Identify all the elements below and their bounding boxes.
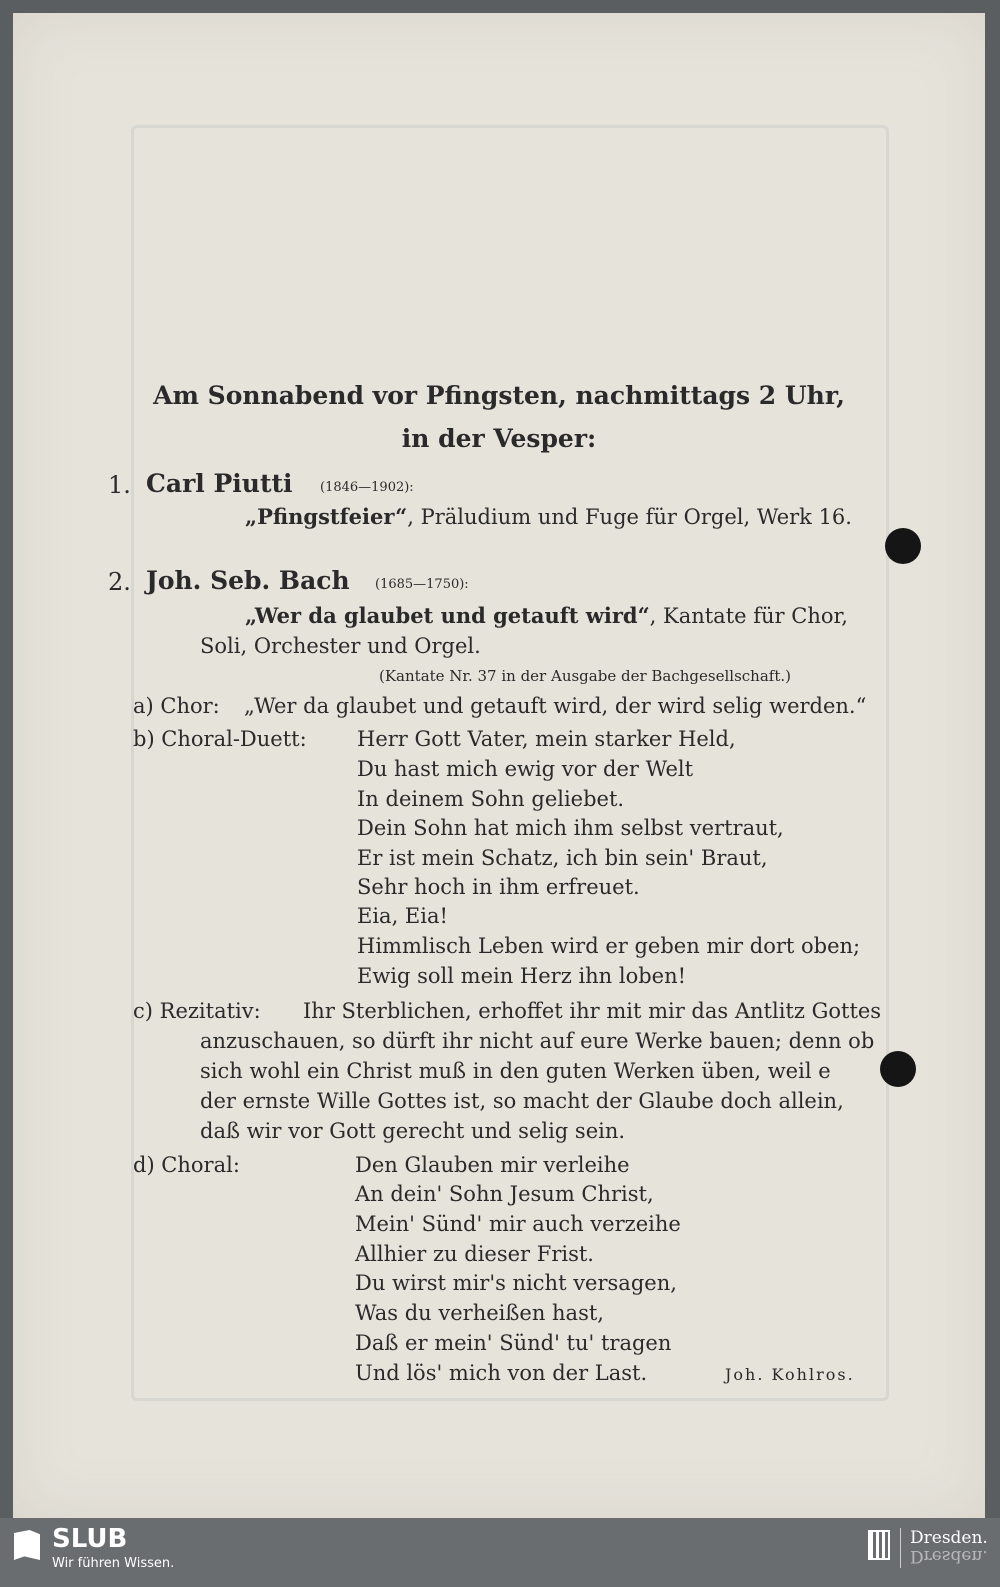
part-c-line: der ernste Wille Gottes ist, so macht der Glaube doch allein, [200, 1089, 844, 1113]
dresden-logo[interactable]: Dresden. [910, 1528, 988, 1548]
part-c-line: daß wir vor Gott gerecht und selig sein. [200, 1119, 626, 1143]
item-1-number: 1. [108, 471, 131, 499]
slub-tagline: Wir führen Wissen. [52, 1556, 175, 1571]
item-1-work-title: „Pfingstfeier“ [245, 504, 408, 529]
item-2-note: (Kantate Nr. 37 in der Ausgabe der Bachgesellschaft.) [379, 667, 791, 685]
part-b-line: Eia, Eia! [357, 904, 448, 928]
item-2-dates: (1685—1750): [375, 577, 469, 592]
heading-line-2: in der Vesper: [401, 424, 597, 453]
part-b-line: Himmlisch Leben wird er geben mir dort oben; [357, 934, 861, 958]
part-b-line: Ewig soll mein Herz ihn loben! [357, 964, 687, 988]
part-d-line: Daß er mein' Sünd' tu' tragen [355, 1331, 672, 1355]
document-page [13, 13, 985, 1518]
part-d-line: Allhier zu dieser Frist. [355, 1242, 594, 1266]
part-c-label: c) Rezitativ: [133, 999, 261, 1023]
part-d-line: An dein' Sohn Jesum Christ, [355, 1182, 654, 1206]
item-1-dates: (1846—1902): [320, 480, 414, 495]
dresden-logo-reflection: Dresden. [910, 1546, 988, 1566]
footer-divider [900, 1528, 901, 1568]
part-b-line: Dein Sohn hat mich ihm selbst vertraut, [357, 816, 784, 840]
part-b-line: Sehr hoch in ihm erfreuet. [357, 875, 640, 899]
item-1-work-desc: , Präludium und Fuge für Orgel, Werk 16. [407, 505, 852, 529]
part-d-line: Den Glauben mir verleihe [355, 1153, 630, 1177]
part-b-line: Du hast mich ewig vor der Welt [357, 757, 694, 781]
part-c-line: Ihr Sterblichen, erhoffet ihr mit mir das Antlitz Gottes [303, 999, 882, 1023]
part-d-line: Was du verheißen hast, [355, 1301, 604, 1325]
part-d-line: Mein' Sünd' mir auch verzeihe [355, 1212, 681, 1236]
punch-hole [880, 1051, 916, 1087]
part-a-label: a) Chor: [133, 694, 220, 718]
part-b-label: b) Choral-Duett: [133, 727, 307, 751]
part-c-line: anzuschauen, so dürft ihr nicht auf eure Werke bauen; denn ob [200, 1029, 875, 1053]
dresden-crest-icon[interactable] [868, 1530, 890, 1560]
part-d-label: d) Choral: [133, 1153, 240, 1177]
item-2-work-title: „Wer da glaubet und getauft wird“ [245, 603, 650, 628]
part-b-line: In deinem Sohn geliebet. [357, 787, 625, 811]
part-c-line: sich wohl ein Christ muß in den guten Werken üben, weil e [200, 1059, 831, 1083]
item-2-work [245, 603, 848, 628]
item-1-composer: Carl Piutti [146, 469, 293, 498]
part-b-line: Er ist mein Schatz, ich bin sein' Braut, [357, 846, 768, 870]
viewer-footer [0, 1518, 1000, 1587]
punch-hole [885, 528, 921, 564]
part-a-text: „Wer da glaubet und getauft wird, der wird selig werden.“ [244, 694, 867, 718]
part-d-line: Du wirst mir's nicht versagen, [355, 1271, 677, 1295]
item-1-work [245, 504, 852, 529]
item-2-work-desc-2: Soli, Orchester und Orgel. [200, 634, 481, 658]
part-d-author: Joh. Kohlros. [725, 1365, 855, 1384]
slub-brand[interactable]: SLUB [52, 1524, 128, 1554]
part-d-line: Und lös' mich von der Last. [355, 1361, 648, 1385]
item-2-work-desc: , Kantate für Chor, [649, 604, 848, 628]
part-b-line: Herr Gott Vater, mein starker Held, [357, 727, 736, 751]
item-2-composer: Joh. Seb. Bach [146, 566, 350, 595]
heading-line-1: Am Sonnabend vor Pfingsten, nachmittags 2 Uhr, [153, 381, 845, 410]
slub-logo-icon[interactable] [14, 1530, 40, 1560]
item-2-number: 2. [108, 568, 131, 596]
